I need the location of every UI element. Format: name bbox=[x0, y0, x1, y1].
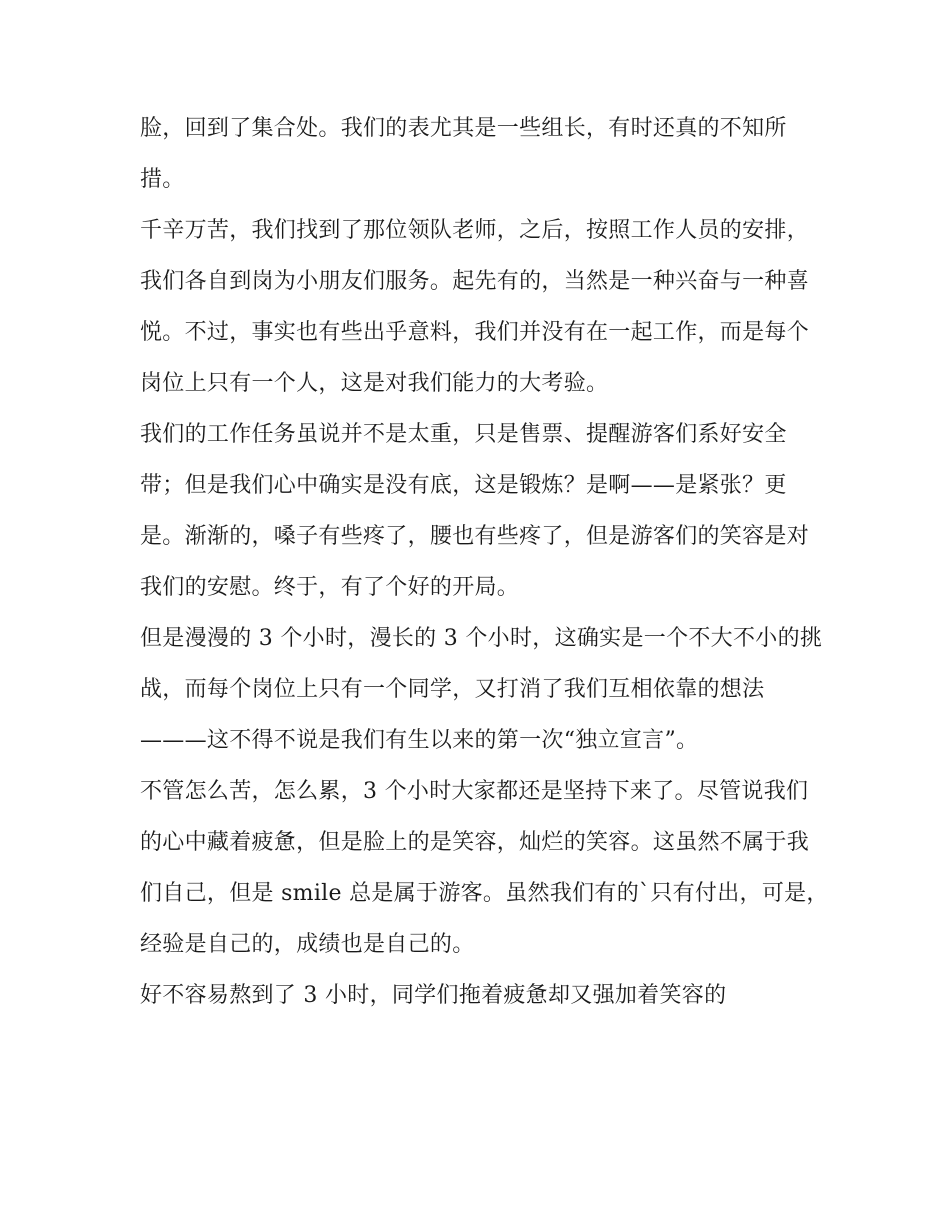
paragraph: 脸，回到了集合处。我们的表尤其是一些组长，有时还真的不知所措。 bbox=[140, 116, 787, 192]
paragraph: 我们的工作任务虽说并不是太重，只是售票、提醒游客们系好安全带；但是我们心中确实是没有底，这是锻炼？是啊——是紧张？更是。渐渐的，嗓子有些疼了，腰也有些疼了，但是游客们的笑容是对我们的安慰。终于，有了个好的开局。 bbox=[140, 422, 810, 600]
paragraph: 但是漫漫的 3 个小时，漫长的 3 个小时，这确实是一个不大不小的挑战，而每个岗位上只有一个同学，又打消了我们互相依靠的想法———这不得不说是我们有生以来的第一次“独立宣言”。 bbox=[140, 626, 823, 753]
paragraph: 不管怎么苦，怎么累，3 个小时大家都还是坚持下来了。尽管说我们的心中藏着疲惫，但是脸上的是笑容，灿烂的笑容。这虽然不属于我们自己，但是 smile 总是属于游客。虽然我们有的`只有付出，可是，经验是自己的，成绩也是自己的。 bbox=[140, 779, 829, 957]
paragraph: 千辛万苦，我们找到了那位领队老师，之后，按照工作人员的安排，我们各自到岗为小朋友们服务。起先有的，当然是一种兴奋与一种喜悦。不过，事实也有些出乎意料，我们并没有在一起工作，而是每个岗位上只有一个人，这是对我们能力的大考验。 bbox=[140, 218, 810, 396]
document-body bbox=[140, 103, 830, 1021]
paragraph: 好不容易熬到了 3 小时，同学们拖着疲惫却又强加着笑容的 bbox=[140, 983, 727, 1008]
